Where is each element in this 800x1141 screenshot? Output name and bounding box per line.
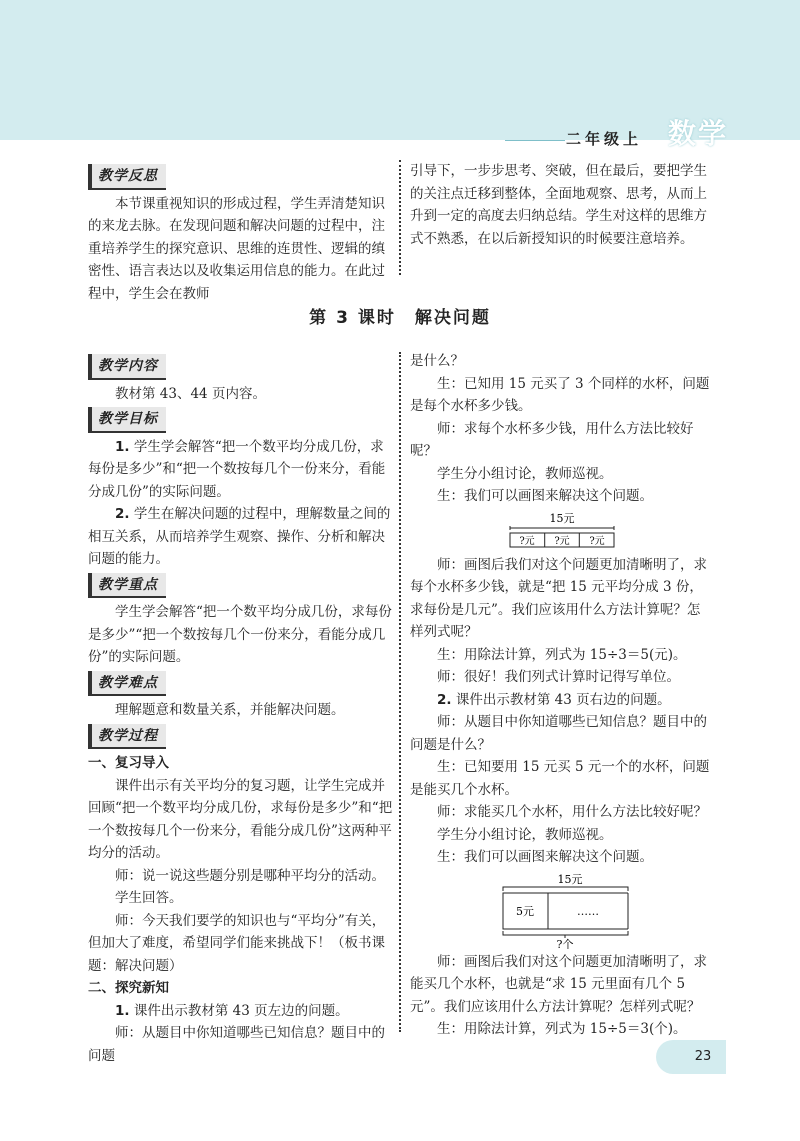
fig2-bottom-brace (503, 931, 628, 938)
content-tag: 教学内容 (88, 354, 166, 380)
process-p6: 师：从题目中你知道哪些已知信息？题目中的问题 (88, 1025, 385, 1064)
right-r6: 师：画图后我们对这个问题更加清晰明了，求每个水杯多少钱，就是“把 15 元平均分成 3 份，求每份是几元”。我们应该用什么方法计算呢？怎样列式呢？ (410, 556, 707, 640)
process-p5 (88, 1000, 393, 1023)
fig1-brace (510, 526, 614, 530)
fig1-part-3: ?元 (589, 535, 605, 547)
right-r14: 生：我们可以画图来解决这个问题。 (437, 849, 653, 865)
fig2-unit-label: 5元 (516, 904, 534, 918)
goal-2 (88, 503, 393, 571)
right-r9 (410, 689, 713, 712)
column-divider-top (399, 160, 401, 275)
grade-label: 二年级上 (566, 130, 643, 148)
right-r7: 生：用除法计算，列式为 15÷3＝5(元)。 (437, 646, 687, 663)
r9-text: 课件出示教材第 43 页右边的问题。 (455, 691, 671, 708)
section-2-heading: 二、探究新知 (88, 980, 169, 996)
reflection-left (88, 162, 391, 305)
fig1-part-2: ?元 (554, 535, 570, 547)
process-tag: 教学过程 (88, 724, 166, 750)
fig1-total-label: 15元 (549, 511, 575, 525)
p5-num: 1. (115, 1002, 130, 1019)
right-r15: 师：画图后我们对这个问题更加清晰明了，求能买几个水杯，也就是“求 15 元里面有几个 5 元”。我们应该用什么方法计算呢？怎样列式呢？ (410, 953, 707, 1015)
lesson-title: 第 3 课时 解决问题 (309, 308, 491, 328)
right-r8: 师：很好！我们列式计算时记得写单位。 (437, 669, 680, 685)
reflection-tag: 教学反思 (88, 164, 166, 190)
process-p1: 课件出示有关平均分的复习题，让学生完成并回顾“把一个数平均分成几份，求每份是多少”和“把一个数按每几个一份来分，看能分成几份”这两种平均分的活动。 (88, 777, 393, 861)
header-line (505, 140, 565, 141)
fig1-part-1: ?元 (519, 535, 535, 547)
goal-2-text: 学生在解决问题的过程中，理解数量之间的相互关系，从而培养学生观察、操作、分析和解决问题的能力。 (88, 506, 391, 567)
content-text: 教材第 43、44 页内容。 (115, 385, 266, 402)
figure-1 (410, 510, 713, 552)
fig2-top-brace (503, 887, 628, 891)
right-r11: 生：已知要用 15 元买 5 元一个的水杯，问题是能买几个水杯。 (410, 759, 710, 798)
key-tag: 教学重点 (88, 573, 166, 599)
goal-1 (88, 436, 393, 504)
page-number-tab (656, 1040, 726, 1074)
goal-2-num: 2. (115, 506, 130, 522)
right-r2: 生：已知用 15 元买了 3 个同样的水杯，问题是每个水杯多少钱。 (410, 375, 710, 414)
process-p4: 师：今天我们要学的知识也与“平均分”有关，但加大了难度，希望同学们能来挑战下！（板书课题：解决问题） (88, 912, 386, 974)
reflection-text-right: 引导下，一步步思考、突破，但在最后，要把学生的关注点迁移到整体，全面地观察、思考，从而上升到一定的高度去归纳总结。学生对这样的思维方式不熟悉，在以后新授知识的时候要注意培养。 (410, 163, 707, 247)
process-p2: 师：说一说这些题分别是哪种平均分的活动。 (115, 867, 385, 884)
fig2-dots: …… (577, 904, 599, 918)
right-r5: 生：我们可以画图来解决这个问题。 (437, 488, 653, 504)
goal-1-num: 1. (115, 438, 130, 455)
right-r4: 学生分小组讨论，教师巡视。 (437, 465, 613, 482)
reflection-right (410, 160, 712, 250)
figure-2 (410, 871, 713, 949)
right-r13: 学生分小组讨论，教师巡视。 (437, 826, 613, 843)
right-r3: 师：求每个水杯多少钱，用什么方法比较好呢？ (410, 420, 694, 459)
r9-num: 2. (437, 691, 452, 708)
column-divider-main (399, 352, 401, 1032)
difficult-tag: 教学难点 (88, 671, 166, 697)
goals-tag: 教学目标 (88, 407, 166, 433)
subject-logo: 数学 (668, 117, 729, 150)
right-r12: 师：求能买几个水杯，用什么方法比较好呢？ (437, 804, 707, 820)
bar-diagram-2 (410, 871, 713, 949)
right-column (410, 350, 713, 1041)
p5-text: 课件出示教材第 43 页左边的问题。 (133, 1002, 349, 1019)
bar-diagram-1 (410, 510, 713, 552)
left-column (88, 352, 393, 1067)
goal-1-text: 学生学会解答“把一个数平均分成几份，求每份是多少”和“把一个数按每几个一份来分，看能分成几份”的实际问题。 (88, 438, 386, 500)
section-1-heading: 一、复习导入 (88, 755, 169, 771)
key-text: 学生学会解答“把一个数平均分成几份，求每份是多少”“把一个数按每几个一份来分，看能分成几份”的实际问题。 (88, 604, 392, 665)
reflection-text-left: 本节课重视知识的形成过程，学生弄清楚知识的来龙去脉。在发现问题和解决问题的过程中，注重培养学生的探究意识、思维的连贯性、逻辑的缜密性、语言表达以及收集运用信息的能力。在此过程中，学生会在教师 (88, 195, 385, 302)
fig2-count-label: ?个 (556, 937, 574, 949)
difficult-text: 理解题意和数量关系，并能解决问题。 (115, 702, 345, 718)
process-p3: 学生回答。 (115, 890, 183, 906)
fig2-total-label: 15元 (557, 872, 583, 886)
right-r10: 师：从题目中你知道哪些已知信息？题目中的问题是什么？ (410, 714, 707, 753)
right-r1: 是什么？ (410, 353, 464, 369)
right-r16: 生：用除法计算，列式为 15÷5＝3(个)。 (437, 1021, 687, 1037)
page-number: 23 (694, 1049, 712, 1064)
